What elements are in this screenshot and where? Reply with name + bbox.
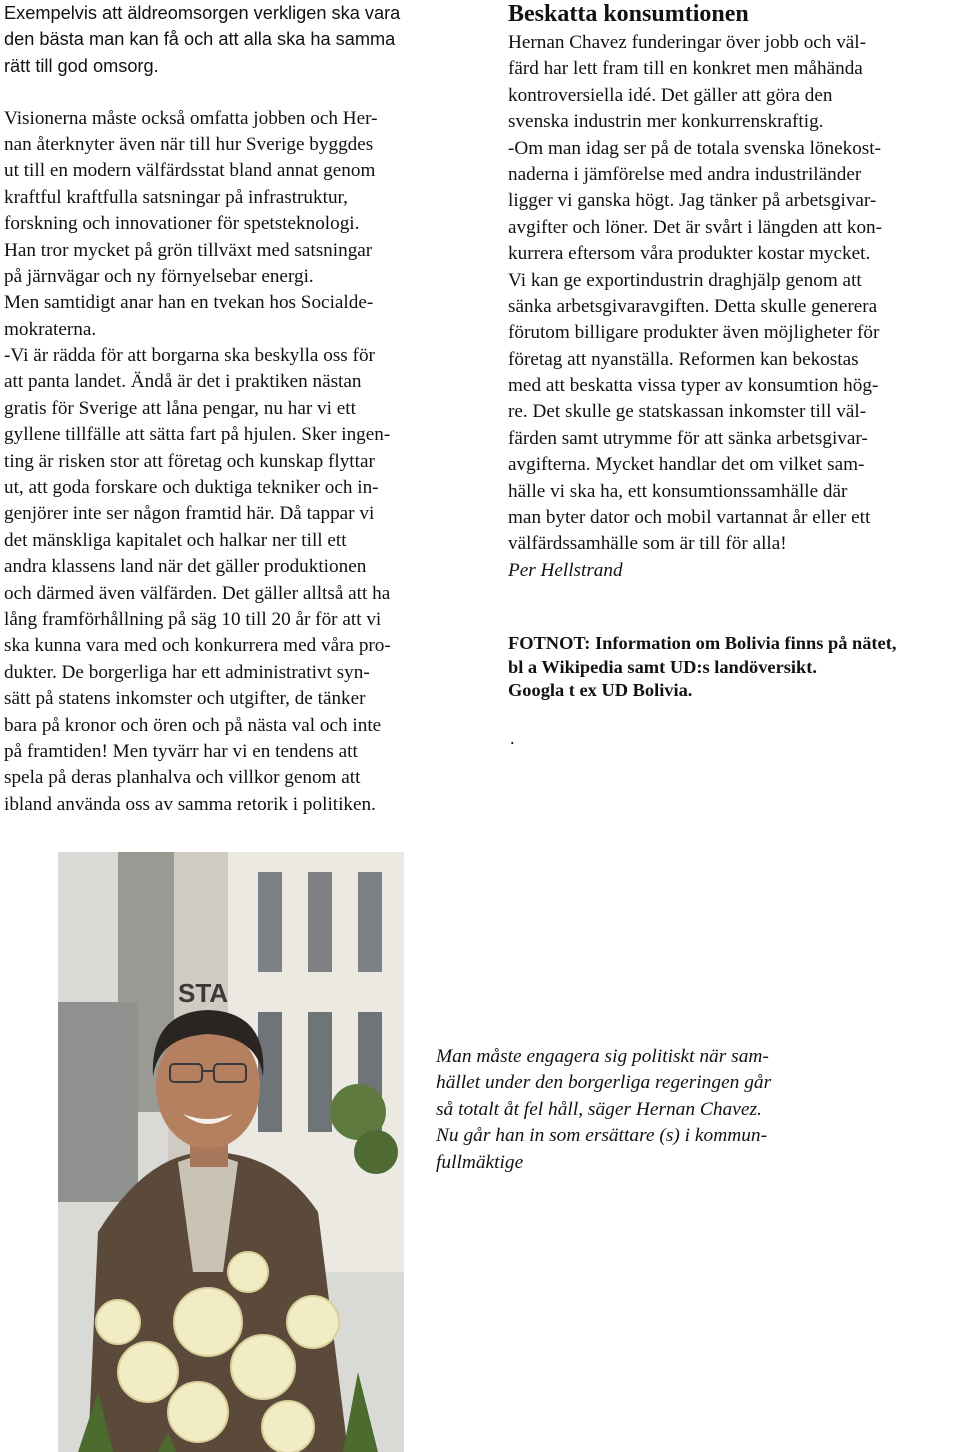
body-line: man byter dator och mobil vartannat år eller ett [508, 507, 871, 529]
paragraph-gap [4, 79, 472, 105]
body-line: på framtiden! Men tyvärr har vi en tendens att [4, 740, 358, 762]
body-line: ibland använda oss av samma retorik i politiken. [4, 793, 376, 815]
body-line: dukter. De borgerliga har ett administrativt syn- [4, 661, 370, 683]
body-line: avgifter och löner. Det är svårt i längden att kon- [508, 216, 883, 238]
author-signature: Per Hellstrand [508, 559, 623, 581]
body-line: forskning och innovationer för spetsteknologi. [4, 213, 360, 235]
body-line: -Om man idag ser på de totala svenska lönekost- [508, 137, 881, 159]
body-line: företag att nyanställa. Reformen kan bekostas [508, 348, 859, 370]
body-line: färden samt utrymme för att sänka arbetsgivar- [508, 427, 868, 449]
body-line: ut till en modern välfärdsstat bland annat genom [4, 160, 376, 182]
body-line: sätt på statens inkomster och utgifter, de tänker [4, 688, 366, 710]
portrait-photo-illustration [58, 852, 404, 1452]
caption-line: Nu går han in som ersättare (s) i kommun- [436, 1125, 768, 1147]
footnote [508, 632, 960, 703]
body-line: ting är risken stor att företag och kunskap flyttar [4, 450, 375, 472]
body-line: nan återknyter även när till hur Sverige byggdes [4, 133, 374, 155]
body-line: kontroversiella idé. Det gäller att göra den [508, 84, 833, 106]
stray-period: . [510, 728, 515, 748]
body-line: kraftful kraftfulla satsningar på infrastruktur, [4, 186, 348, 208]
body-line: Men samtidigt anar han en tvekan hos Socialde- [4, 292, 374, 314]
body-line: den bästa man kan få och att alla ska ha samma [4, 29, 396, 50]
body-line: spela på deras planhalva och villkor genom att [4, 767, 361, 789]
footnote-line: Googla t ex UD Bolivia. [508, 680, 693, 701]
body-line: ska kunna vara med och konkurrera med våra pro- [4, 635, 391, 657]
body-line: det mänskliga kapitalet och halkar ner till ett [4, 529, 347, 551]
body-line: re. Det skulle ge statskassan inkomster till väl- [508, 401, 867, 423]
footnote-line: bl a Wikipedia samt UD:s landöversikt. [508, 656, 817, 677]
body-line: välfärdssamhälle som är till för alla! [508, 533, 787, 555]
portrait-photo [58, 852, 404, 1452]
building-sign: STA [178, 978, 229, 1008]
body-line: förutom billigare produkter även möjligheter för [508, 322, 880, 344]
body-line: ut, att goda forskare och duktiga tekniker och in- [4, 477, 379, 499]
body-line: bara på kronor och ören och på nästa val och inte [4, 714, 382, 736]
body-line: på järnvägar och ny förnyelsebar energi. [4, 265, 314, 287]
caption-line: Man måste engagera sig politiskt när sam- [436, 1046, 769, 1067]
footnote-line: FOTNOT: Information om Bolivia finns på nätet, [508, 633, 897, 654]
body-line: och därmed även välfärden. Det gäller alltså att ha [4, 582, 391, 604]
body-line: andra klassens land när det gäller produktionen [4, 556, 367, 578]
body-line: gratis för Sverige att låna pengar, nu har vi ett [4, 397, 356, 419]
body-line: Hernan Chavez funderingar över jobb och väl- [508, 32, 867, 53]
body-line: mokraterna. [4, 318, 97, 340]
body-line: Han tror mycket på grön tillväxt med satsningar [4, 239, 373, 261]
body-line: avgifterna. Mycket handlar det om vilket sam- [508, 454, 865, 476]
body-line: Visionerna måste också omfatta jobben och Her- [4, 107, 378, 129]
body-line: kurrera eftersom våra produkter kostar mycket. [508, 243, 871, 265]
body-line: genjörer inte ser någon framtid här. Då tappar vi [4, 503, 375, 525]
body-line: att panta landet. Ändå är det i praktiken nästan [4, 371, 362, 393]
body-line: rätt till god omsorg. [4, 55, 159, 76]
section-heading: Beskatta konsumtionen [508, 1, 749, 27]
body-line: lång framförhållning på säg 10 till 20 år för att vi [4, 608, 382, 630]
caption-line: fullmäktige [436, 1151, 524, 1173]
body-line: Exempelvis att äldreomsorgen verkligen ska vara [4, 3, 401, 23]
body-line: Vi kan ge exportindustrin draghjälp genom att [508, 269, 862, 291]
body-line: färd har lett fram till en konkret men måhända [508, 58, 863, 80]
body-line: gyllene tillfälle att sätta fart på hjulen. Sker ingen- [4, 424, 391, 446]
photo-caption [436, 1044, 856, 1176]
body-line: med att beskatta vissa typer av konsumtion hög- [508, 375, 879, 397]
left-column [4, 0, 472, 818]
body-line: -Vi är rädda för att borgarna ska beskylla oss för [4, 345, 375, 367]
right-column [508, 0, 960, 703]
body-line: ligger vi ganska högt. Jag tänker på arbetsgivar- [508, 190, 877, 212]
body-line: naderna i jämförelse med andra industriländer [508, 163, 862, 185]
caption-line: hället under den borgerliga regeringen går [436, 1072, 772, 1094]
body-line: sänka arbetsgivaravgiften. Detta skulle generera [508, 295, 878, 317]
body-line: hälle vi ska ha, ett konsumtionssamhälle där [508, 480, 848, 502]
caption-line: så totalt åt fel håll, säger Hernan Chavez. [436, 1098, 762, 1120]
spacer [508, 584, 960, 632]
body-line: svenska industrin mer konkurrenskraftig. [508, 111, 824, 133]
